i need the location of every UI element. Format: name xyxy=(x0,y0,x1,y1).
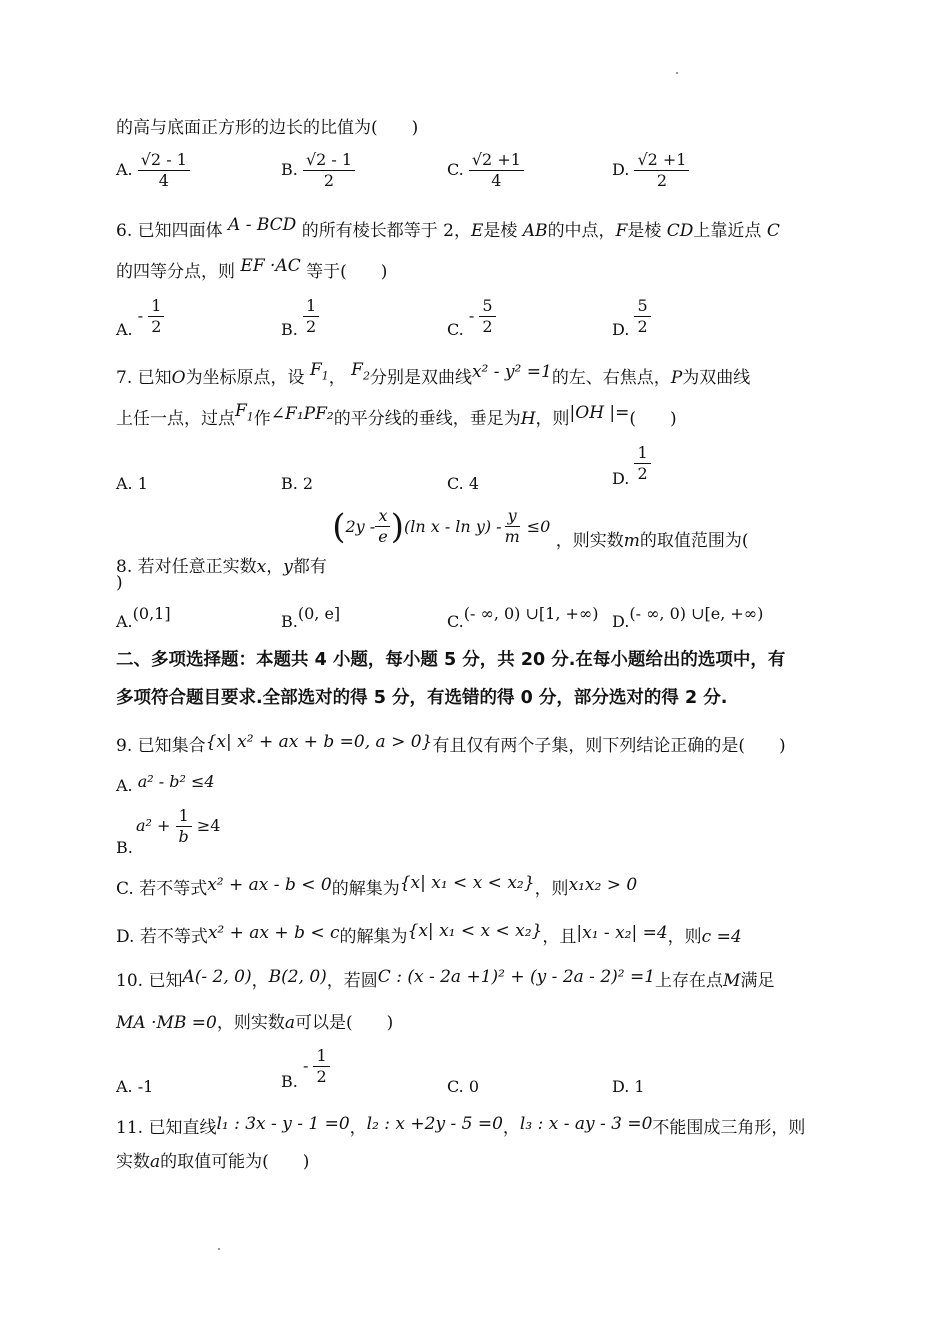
q6-b-fraction: $\frac{1}{2}$ xyxy=(303,296,319,337)
q7-oh: |OH |= xyxy=(569,403,630,423)
q8-inequality: ( 2y - $\frac{x}{e}$ ) (ln x - ln y) - $\frac{y}{m}$ ≤0 xyxy=(332,506,551,547)
q6-dot-product: EF ·AC xyxy=(240,256,301,276)
q10-option-a[interactable]: A. -1 xyxy=(116,1077,154,1096)
section-heading-line2: 多项符合题目要求.全部选对的得 5 分，有选错的得 0 分，部分选对的得 2 分. xyxy=(116,688,728,708)
q8-option-c[interactable]: C.(- ∞, 0) ∪[1, +∞) xyxy=(447,604,599,631)
q5-stem: 的高与底面正方形的边长的比值为( ) xyxy=(116,118,419,138)
q5-option-b[interactable]: B. $\frac{√2 - 1}{2}$ xyxy=(281,150,355,191)
q7-option-b[interactable]: B. 2 xyxy=(281,474,314,493)
q7-hyperbola: x² - y² =1 xyxy=(471,362,552,382)
q9-option-d[interactable]: D. 若不等式x² + ax + b < c的解集为{x| x₁ < x < x₂}，且|x₁ - x₂| =4，则c =4 xyxy=(116,921,742,947)
q11-line1: 11. 已知直线l₁ : 3x - y - 1 =0，l₂ : x +2y - 5 =0，l₃ : x - ay - 3 =0不能围成三角形，则 xyxy=(116,1114,806,1138)
q6-line2: 的四等分点，则 EF ·AC 等于( ) xyxy=(116,256,388,282)
q8-option-b[interactable]: B.(0, e] xyxy=(281,604,341,631)
q5-option-a[interactable]: A. $\frac{√2 - 1}{4}$ xyxy=(116,150,190,191)
q9-option-a[interactable]: A. a² - b² ≤4 xyxy=(116,772,215,795)
q9-set: {x| x² + ax + b =0, a > 0} xyxy=(205,732,433,752)
corner-dot-bottom xyxy=(218,1248,220,1250)
q8-line2: ) xyxy=(116,573,123,593)
q5-c-fraction: $\frac{√2 +1}{4}$ xyxy=(469,150,524,191)
q6-d-fraction: $\frac{5}{2}$ xyxy=(634,296,650,337)
q5-option-d[interactable]: D. $\frac{√2 +1}{2}$ xyxy=(612,150,689,191)
q6-option-b[interactable]: B. $\frac{1}{2}$ xyxy=(281,296,319,337)
q8-option-d[interactable]: D.(- ∞, 0) ∪[e, +∞) xyxy=(612,604,764,631)
corner-dot-top xyxy=(676,72,678,74)
q6-option-d[interactable]: D. $\frac{5}{2}$ xyxy=(612,296,651,337)
q8-option-a[interactable]: A.(0,1] xyxy=(116,604,171,631)
q6-a-fraction: $\frac{1}{2}$ xyxy=(148,296,164,337)
q10-line2: MA ·MB =0，则实数a可以是( ) xyxy=(116,1013,394,1033)
q9-option-b[interactable]: a² + $\frac{1}{b}$ ≥4 B. xyxy=(116,806,221,857)
q10-b-fraction: $\frac{1}{2}$ xyxy=(313,1046,329,1087)
q5-d-fraction: $\frac{√2 +1}{2}$ xyxy=(634,150,689,191)
q5-option-c[interactable]: C. $\frac{√2 +1}{4}$ xyxy=(447,150,524,191)
q10-circle: C : (x - 2a +1)² + (y - 2a - 2)² =1 xyxy=(377,967,656,987)
q7-d-fraction: $\frac{1}{2}$ xyxy=(634,443,650,484)
q5-a-fraction: $\frac{√2 - 1}{4}$ xyxy=(138,150,190,191)
q10-line1: 10. 已知A(- 2, 0)，B(2, 0)，若圆C : (x - 2a +1)² + (y - 2a - 2)² =1上存在点M满足 xyxy=(116,967,775,991)
q11-line2: 实数a的取值可能为( ) xyxy=(116,1152,310,1172)
q7-line2: 上任一点，过点$F_1$作∠F₁PF₂的平分线的垂线，垂足为H，则|OH |=( ) xyxy=(116,401,677,429)
section-heading-line1: 二、多项选择题：本题共 4 小题，每小题 5 分，共 20 分.在每小题给出的选项中，有 xyxy=(116,650,786,670)
q6-option-c[interactable]: C. - $\frac{5}{2}$ xyxy=(447,296,496,337)
q9-stem: 9. 已知集合{x| x² + ax + b =0, a > 0}有且仅有两个子集，则下列结论正确的是( ) xyxy=(116,732,786,756)
q7-option-d[interactable]: D. $\frac{1}{2}$ xyxy=(612,443,651,484)
q10-option-d[interactable]: D. 1 xyxy=(612,1077,645,1096)
q6-line1: 6. 已知四面体 A - BCD 的所有棱长都等于 2，E是棱 AB的中点，F是棱 CD上靠近点 C xyxy=(116,215,780,241)
q7-option-a[interactable]: A. 1 xyxy=(116,474,148,493)
q7-angle: ∠F₁PF₂ xyxy=(270,404,334,424)
q7-option-c[interactable]: C. 4 xyxy=(447,474,480,493)
q9-option-c[interactable]: C. 若不等式x² + ax - b < 0的解集为{x| x₁ < x < x₂}，则x₁x₂ > 0 xyxy=(116,873,638,899)
q5-b-fraction: $\frac{√2 - 1}{2}$ xyxy=(303,150,355,191)
q10-option-c[interactable]: C. 0 xyxy=(447,1077,480,1096)
q8-line1: 8. 若对任意正实数x，y都有 ( 2y - $\frac{x}{e}$ ) (ln x - ln y) - $\frac{y}{m}$ ≤0 ，则实数m的取值范围为( xyxy=(116,506,749,577)
q6-c-fraction: $\frac{5}{2}$ xyxy=(479,296,495,337)
q9-b-fraction: $\frac{1}{b}$ xyxy=(176,806,192,847)
q6-option-a[interactable]: A. - $\frac{1}{2}$ xyxy=(116,296,164,337)
q10-option-b[interactable]: B. - $\frac{1}{2}$ xyxy=(281,1046,330,1087)
q7-line1: 7. 已知O为坐标原点，设 $F_1$， $F_2$分别是双曲线x² - y² =1的左、右焦点，P为双曲线 xyxy=(116,360,751,388)
